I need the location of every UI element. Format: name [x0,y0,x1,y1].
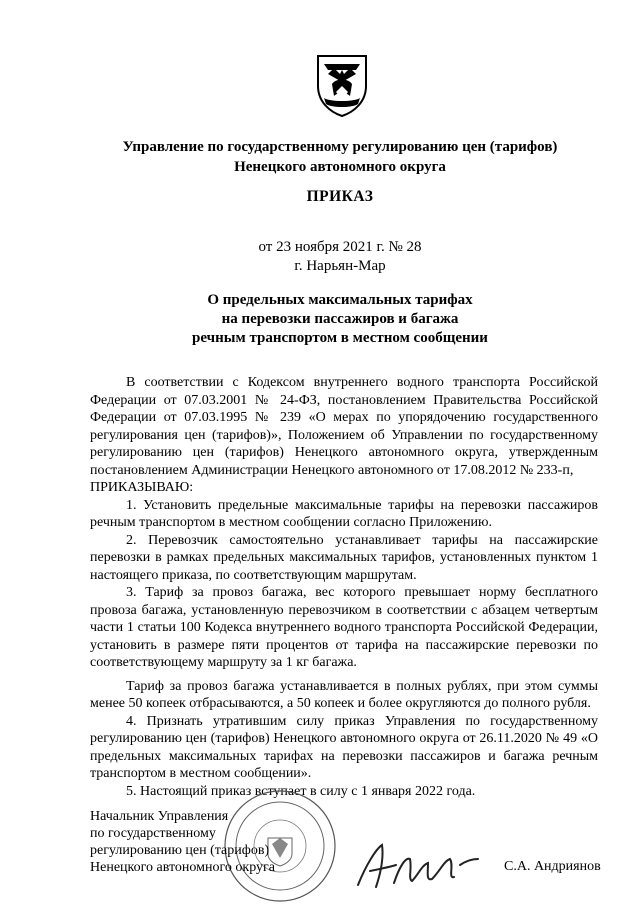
order-item: 3. Тариф за провоз багажа, вес которого превышает норму бесплатного провоза багажа, установленную перевозчиком в соответствии с абзацем четвертым части 1 статьи 100 Кодекса внутреннего водного транспорта Российской Федерации, установить в размере пяти процентов от тарифа на пассажирские перевозки по соответствующему маршруту за 1 кг багажа. [90,585,598,670]
preamble-paragraph: В соответствии с Кодексом внутреннего водного транспорта Российской Федерации от 07.03.2001 № 24-ФЗ, постановлением Правительства Российской Федерации от 07.03.1995 № 239 «О мерах по упорядочению государственного регулирования цен (тарифов)», Положением об Управлении по государственному регулированию цен (тарифов) Ненецкого автономного округа, утвержденным постановлением Администрации Ненецкого автономного от 17.08.2012 № 233-п, [90,375,598,478]
document-body [90,374,598,800]
authority-line: Ненецкого автономного округа [234,159,446,175]
authority-line: Управление по государственному регулированию цен (тарифов) [122,139,558,155]
subject-line: речным транспортом в местном сообщении [192,330,488,346]
document-date-block [60,238,620,276]
signatory-title-line: Ненецкого автономного округа [90,860,275,875]
document-place: г. Нарьян-Мар [294,258,386,274]
document-type: ПРИКАЗ [306,188,374,205]
signatory-name: С.А. Андриянов [504,859,601,874]
signatory-title [90,808,275,876]
signatory-title-line: Начальник Управления [90,809,229,824]
order-item: 1. Установить предельные максимальные тарифы на перевозки пассажиров речным транспортом в местном сообщении согласно Приложению. [90,497,598,530]
order-item: 2. Перевозчик самостоятельно устанавливает тарифы на пассажирские перевозки в рамках предельных максимальных тарифов, установленных пунктом 1 настоящего приказа, по соответствующим маршрутам. [90,532,598,583]
subject-line: О предельных максимальных тарифах [207,292,473,308]
handwritten-signature-icon [350,835,480,895]
subject-line: на перевозки пассажиров и багажа [221,311,459,327]
coat-of-arms-icon [314,52,370,118]
order-item: 4. Признать утратившим силу приказ Управления по государственному регулированию цен (тарифов) Ненецкого автономного округа от 26.11.2020 № 49 «О предельных максимальных тарифах на перевозки пассажиров и багажа речным транспортом в местном сообщении». [90,713,598,781]
document-date: от 23 ноября 2021 г. № 28 [258,239,422,255]
order-item: 5. Настоящий приказ вступает в силу с 1 января 2022 года. [126,783,476,799]
order-word: ПРИКАЗЫВАЮ: [90,480,194,495]
document-subject [60,291,620,348]
issuing-authority [60,137,620,177]
signatory-title-line: регулированию цен (тарифов) [90,843,270,858]
order-item: Тариф за провоз багажа устанавливается в полных рублях, при этом суммы менее 50 копеек отбрасываются, а 50 копеек и более округляются до полного рубля. [90,678,598,711]
signatory-title-line: по государственному [90,826,216,841]
